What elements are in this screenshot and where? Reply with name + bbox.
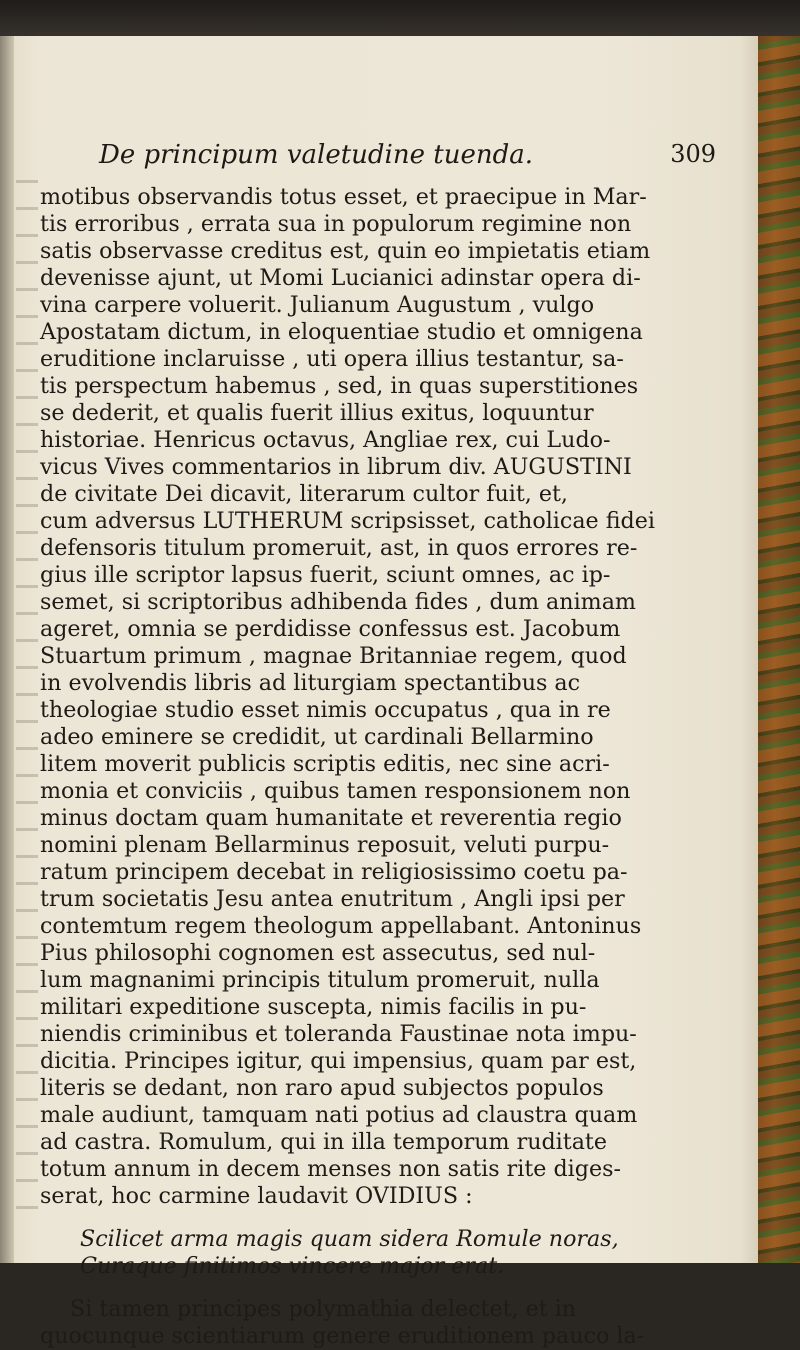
text-line: serat, hoc carmine laudavit OVIDIUS :: [40, 1183, 473, 1209]
text-line: literis se dedant, non raro apud subjectos populos: [40, 1075, 604, 1101]
running-head: De principum valetudine tuenda.: [99, 140, 533, 170]
text-line: militari expeditione suscepta, nimis facilis in pu-: [40, 994, 587, 1020]
text-line: devenisse ajunt, ut Momi Lucianici adinstar opera di-: [40, 265, 641, 291]
paragraph-gap: [40, 1280, 740, 1296]
text-line: tis erroribus , errata sua in populorum regimine non: [40, 211, 632, 237]
text-line: Stuartum primum , magnae Britanniae regem, quod: [40, 643, 627, 669]
text-line: motibus observandis totus esset, et praecipue in Mar-: [40, 184, 647, 210]
text-line: adeo eminere se credidit, ut cardinali Bellarmino: [40, 724, 594, 750]
text-line: theologiae studio esset nimis occupatus , qua in re: [40, 697, 611, 723]
text-line: Pius philosophi cognomen est assecutus, sed nul-: [40, 940, 596, 966]
text-line: trum societatis Jesu antea enutritum , Angli ipsi per: [40, 886, 625, 912]
verse-line: Scilicet arma magis quam sidera Romule noras,: [80, 1226, 619, 1252]
text-line: dicitia. Principes igitur, qui impensius, quam par est,: [40, 1048, 637, 1074]
text-line: ageret, omnia se perdidisse confessus est. Jacobum: [40, 616, 621, 642]
paragraph-gap: [40, 1210, 740, 1226]
text-line: ratum principem decebat in religiosissimo coetu pa-: [40, 859, 628, 885]
text-line: in evolvendis libris ad liturgiam spectantibus ac: [40, 670, 581, 696]
text-line: satis observasse creditus est, quin eo impietatis etiam: [40, 238, 651, 264]
text-line: ad castra. Romulum, qui in illa temporum ruditate: [40, 1129, 607, 1155]
page-binding-shadow: [0, 36, 14, 1263]
marbled-page-edge: [758, 36, 800, 1263]
text-line: quocunque scientiarum genere eruditionem pauco la-: [40, 1323, 645, 1349]
verse-line: Curaque finitimos vincere major erat.: [80, 1253, 505, 1279]
text-line: semet, si scriptoribus adhibenda fides , dum animam: [40, 589, 636, 615]
text-line: contemtum regem theologum appellabant. Antoninus: [40, 913, 642, 939]
text-line: defensoris titulum promeruit, ast, in quos errores re-: [40, 535, 638, 561]
page-header: [36, 140, 716, 180]
body-text: [40, 184, 740, 1350]
page-number: 309: [670, 140, 716, 168]
text-line: Si tamen principes polymathia delectet, et in: [70, 1296, 577, 1322]
text-line: monia et conviciis , quibus tamen responsionem non: [40, 778, 631, 804]
text-line: cum adversus LUTHERUM scripsisset, catholicae fidei: [40, 508, 655, 534]
text-line: eruditione inclaruisse , uti opera illius testantur, sa-: [40, 346, 624, 372]
text-line: minus doctam quam humanitate et reverentia regio: [40, 805, 622, 831]
text-line: se dederit, et qualis fuerit illius exitus, loquuntur: [40, 400, 594, 426]
text-line: nomini plenam Bellarminus reposuit, veluti purpu-: [40, 832, 610, 858]
text-line: de civitate Dei dicavit, literarum cultor fuit, et,: [40, 481, 568, 507]
text-line: litem moverit publicis scriptis editis, nec sine acri-: [40, 751, 610, 777]
text-line: male audiunt, tamquam nati potius ad claustra quam: [40, 1102, 638, 1128]
text-line: lum magnanimi principis titulum promeruit, nulla: [40, 967, 600, 993]
text-line: vina carpere voluerit. Julianum Augustum , vulgo: [40, 292, 595, 318]
text-line: totum annum in decem menses non satis rite diges-: [40, 1156, 621, 1182]
text-line: gius ille scriptor lapsus fuerit, sciunt omnes, ac ip-: [40, 562, 611, 588]
left-margin-marks: [16, 180, 38, 1220]
text-line: vicus Vives commentarios in librum div. AUGUSTINI: [40, 454, 632, 480]
text-line: tis perspectum habemus , sed, in quas superstitiones: [40, 373, 639, 399]
text-line: historiae. Henricus octavus, Angliae rex, cui Ludo-: [40, 427, 611, 453]
text-line: Apostatam dictum, in eloquentiae studio et omnigena: [40, 319, 643, 345]
text-line: niendis criminibus et toleranda Faustinae nota impu-: [40, 1021, 637, 1047]
